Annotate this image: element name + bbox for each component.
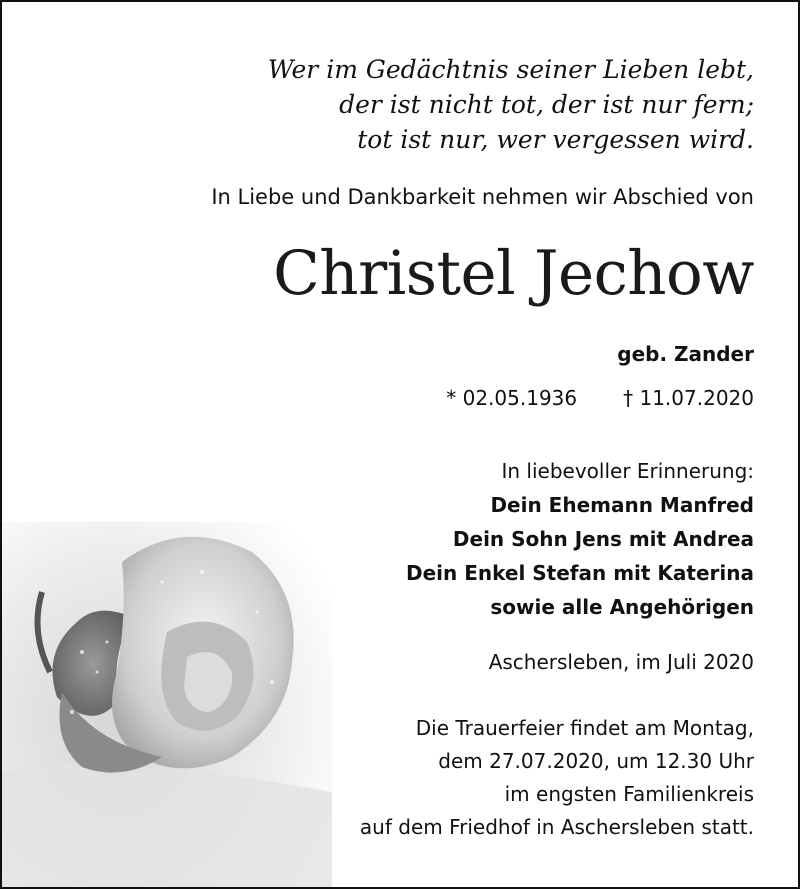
- birth-date: * 02.05.1936: [446, 386, 578, 410]
- mourner-name: Dein Ehemann Manfred: [490, 493, 754, 517]
- service-line: auf dem Friedhof in Aschersleben statt.: [359, 815, 754, 839]
- service-line: im engsten Familienkreis: [504, 782, 754, 806]
- mourner-name: Dein Sohn Jens mit Andrea: [452, 527, 754, 551]
- maiden-name: geb. Zander: [617, 342, 754, 366]
- poem-line: Wer im Gedächtnis seiner Lieben lebt,: [267, 55, 754, 84]
- mourners-heading: In liebevoller Erinnerung:: [501, 459, 754, 483]
- deceased-name: Christel Jechow: [273, 238, 754, 309]
- place-date: Aschersleben, im Juli 2020: [488, 650, 754, 674]
- death-date: † 11.07.2020: [623, 386, 754, 410]
- poem-line: tot ist nur, wer vergessen wird.: [357, 125, 754, 154]
- poem-line: der ist nicht tot, der ist nur fern;: [339, 90, 754, 119]
- service-line: dem 27.07.2020, um 12.30 Uhr: [438, 749, 754, 773]
- service-line: Die Trauerfeier findet am Montag,: [415, 716, 754, 740]
- mourner-name: Dein Enkel Stefan mit Katerina: [406, 561, 754, 585]
- mourners: [406, 454, 754, 624]
- intro-text: In Liebe und Dankbarkeit nehmen wir Abschied von: [211, 185, 754, 209]
- life-dates: [446, 386, 754, 410]
- funeral-service-info: [360, 712, 754, 844]
- poem: [268, 52, 754, 157]
- rose-image: [2, 522, 332, 887]
- mourner-name: sowie alle Angehörigen: [490, 595, 754, 619]
